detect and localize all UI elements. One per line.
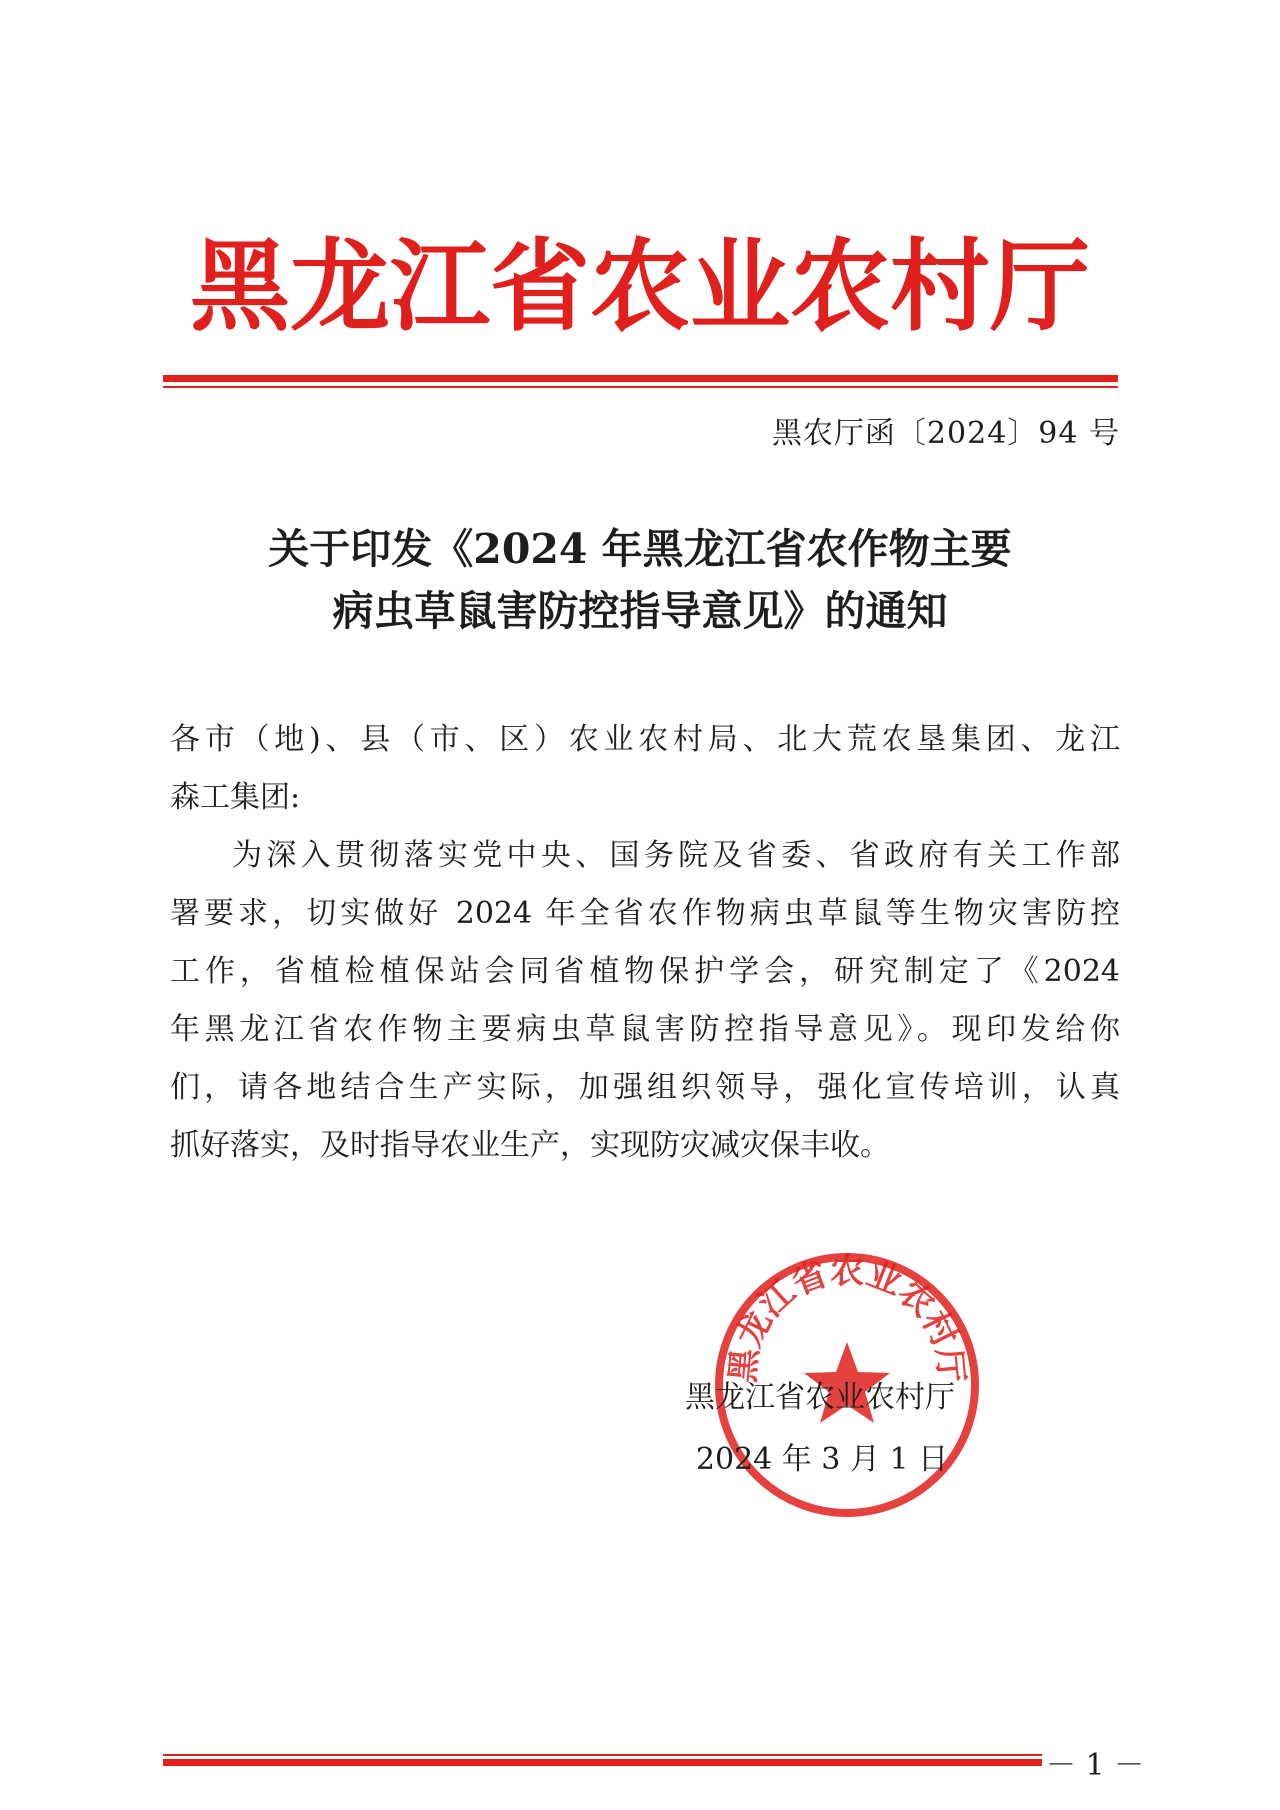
header-red-rule	[163, 375, 1118, 382]
signature-org: 黑龙江省农业农村厅	[685, 1380, 955, 1415]
body-line: 各市（地)、县（市、区）农业农村局、北大荒农垦集团、龙江	[170, 722, 1120, 757]
header-red-rule-thin	[163, 386, 1118, 388]
body-line: 抓好落实，及时指导农业生产，实现防灾减灾保丰收。	[170, 1128, 890, 1163]
footer-red-rule	[163, 1759, 1118, 1766]
body-line: 们，请各地结合生产实际，加强组织领导，强化宣传培训，认真	[170, 1070, 1120, 1105]
notice-title-line-1: 关于印发《2024 年黑龙江省农作物主要	[268, 525, 1012, 573]
body-line: 为深入贯彻落实党中央、国务院及省委、省政府有关工作部	[232, 838, 1120, 873]
footer-red-rule-thin	[163, 1754, 1118, 1756]
document-number: 黑农厅函〔2024〕94 号	[771, 416, 1120, 451]
body-line: 年黑龙江省农作物主要病虫草鼠害防控指导意见》。现印发给你	[170, 1012, 1120, 1047]
svg-text:黑龙江省农业农村厅: 黑龙江省农业农村厅	[722, 1251, 972, 1385]
body-line: 工作，省植检植保站会同省植物保护学会，研究制定了《2024	[170, 954, 1120, 989]
signature-date: 2024 年 3 月 1 日	[695, 1442, 949, 1477]
body-line: 署要求，切实做好 2024 年全省农作物病虫草鼠等生物灾害防控	[170, 896, 1120, 931]
agency-masthead: 黑龙江省农业农村厅	[190, 228, 1090, 345]
body-line: 森工集团:	[170, 780, 301, 815]
notice-title-line-2: 病虫草鼠害防控指导意见》的通知	[332, 587, 948, 635]
page-number: － 1 －	[1042, 1748, 1148, 1784]
